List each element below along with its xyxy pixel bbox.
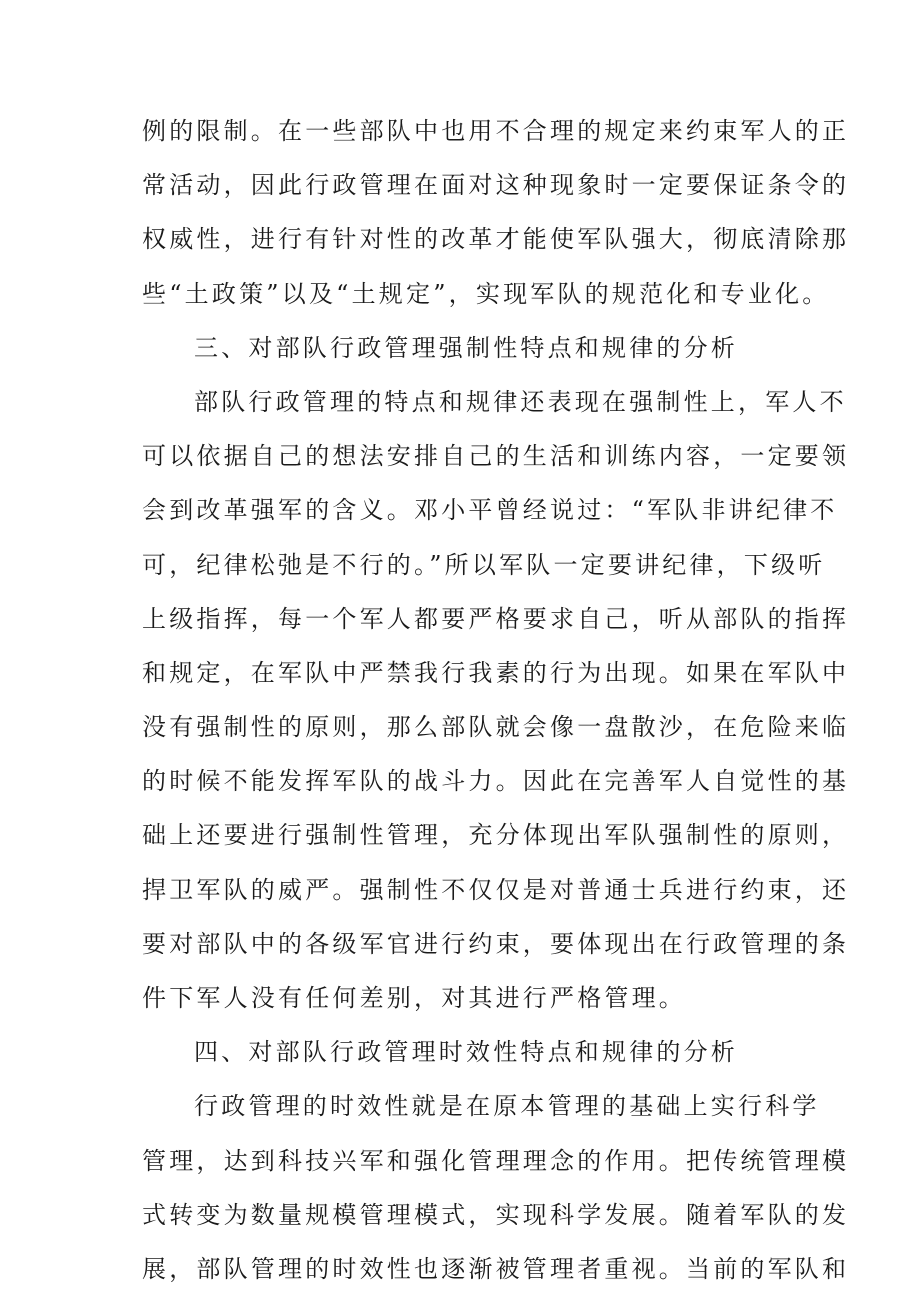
text-line: 管理，达到科技兴军和强化管理理念的作用。把传统管理模 [142, 1146, 850, 1175]
text-line: 行政管理的时效性就是在原本管理的基础上实行科学 [194, 1092, 820, 1121]
text-line: 的时候不能发挥军队的战斗力。因此在完善军人自觉性的基 [142, 767, 850, 796]
text-line: 和规定，在军队中严禁我行我素的行为出现。如果在军队中 [142, 658, 850, 687]
text-line: 权威性，进行有针对性的改革才能使军队强大，彻底清除那 [142, 225, 850, 254]
text-line: 要对部队中的各级军官进行约束，要体现出在行政管理的条 [142, 929, 850, 958]
text-line: 例的限制。在一些部队中也用不合理的规定来约束军人的正 [142, 117, 850, 145]
text-line: 些“土政策”以及“土规定”，实现军队的规范化和专业化。 [142, 279, 830, 308]
document-body [142, 104, 850, 1296]
text-line: 部队行政管理的特点和规律还表现在强制性上，军人不 [194, 387, 847, 416]
text-line: 没有强制性的原则，那么部队就会像一盘散沙，在危险来临 [142, 713, 850, 742]
text-line: 捍卫军队的威严。强制性不仅仅是对普通士兵进行约束，还 [142, 875, 850, 904]
text-line: 常活动，因此行政管理在面对这种现象时一定要保证条令的 [142, 171, 850, 200]
text-line: 上级指挥，每一个军人都要严格要求自己，听从部队的指挥 [142, 604, 850, 633]
text-line: 展，部队管理的时效性也逐渐被管理者重视。当前的军队和 [142, 1254, 850, 1283]
section-heading: 三、对部队行政管理强制性特点和规律的分析 [194, 333, 738, 362]
text-line: 会到改革强军的含义。邓小平曾经说过：“军队非讲纪律不 [142, 496, 838, 525]
text-line: 可，纪律松弛是不行的。”所以军队一定要讲纪律，下级听 [142, 550, 826, 579]
section-heading: 四、对部队行政管理时效性特点和规律的分析 [194, 1038, 738, 1067]
text-line: 式转变为数量规模管理模式，实现科学发展。随着军队的发 [142, 1200, 850, 1229]
text-line: 础上还要进行强制性管理，充分体现出军队强制性的原则， [142, 821, 850, 850]
text-line: 件下军人没有任何差别，对其进行严格管理。 [142, 984, 686, 1012]
text-line: 可以依据自己的想法安排自己的生活和训练内容，一定要领 [142, 442, 850, 471]
